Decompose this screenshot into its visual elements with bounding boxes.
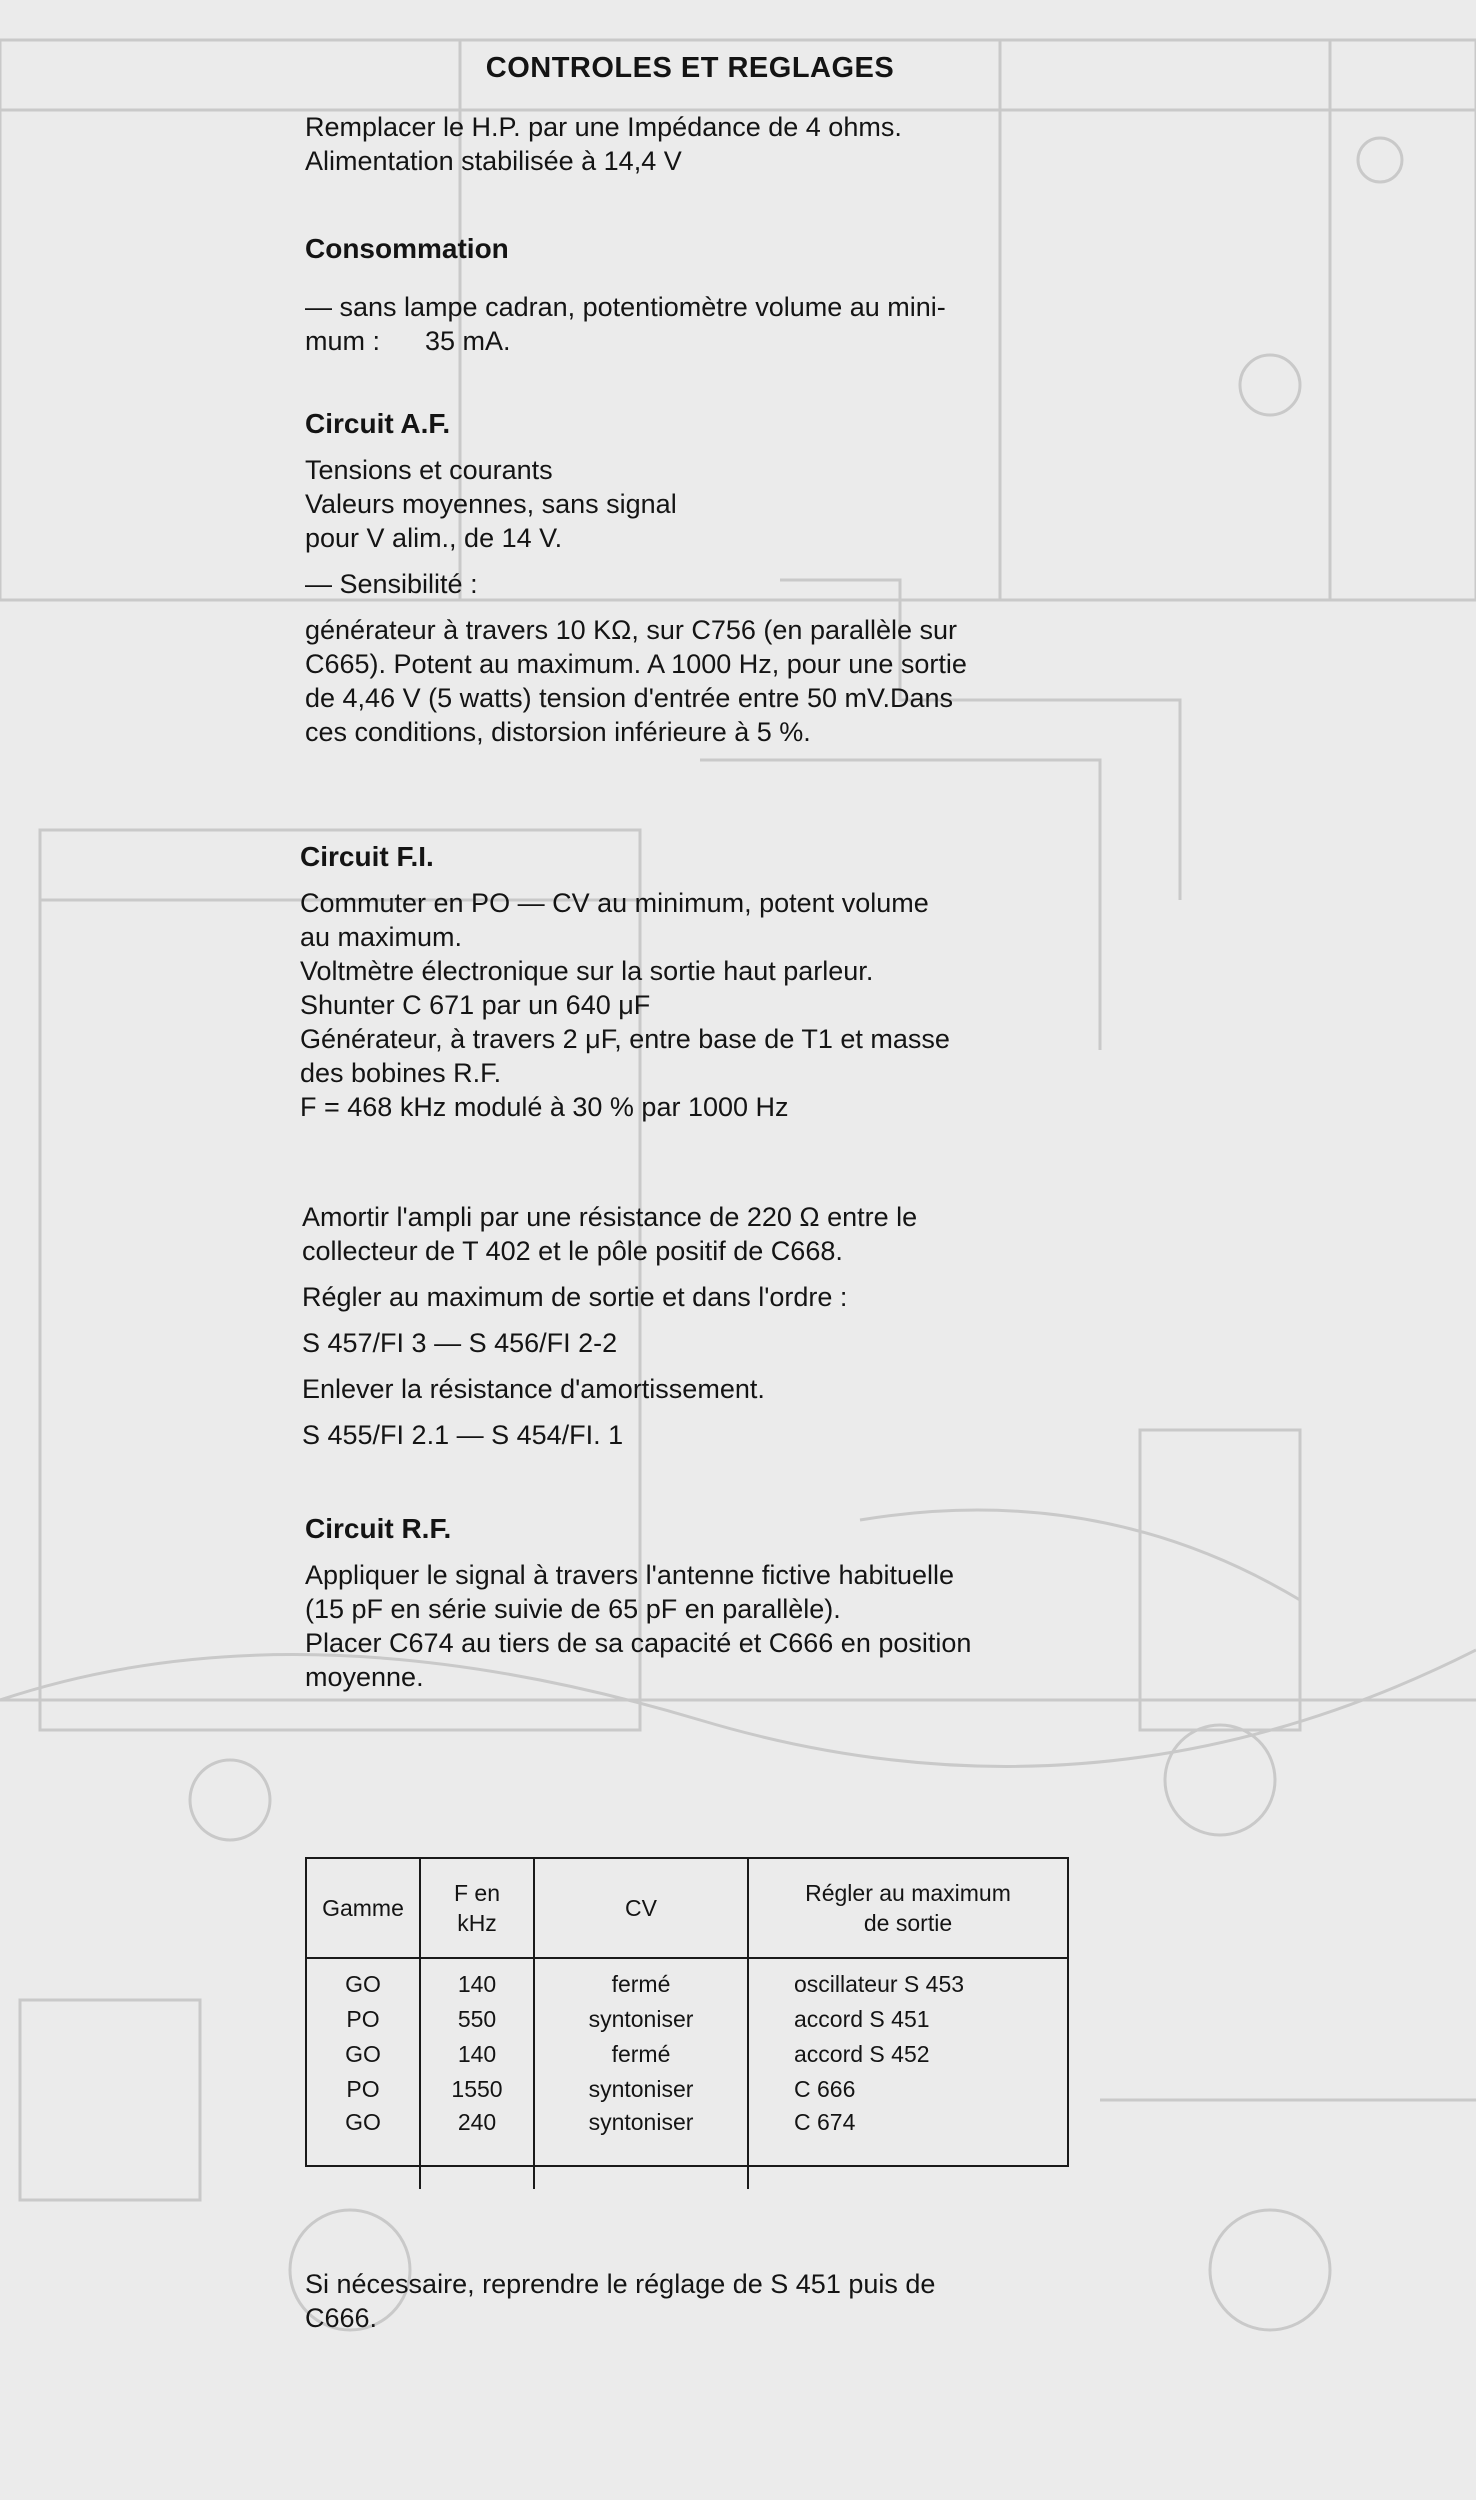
circuit-rf-heading: Circuit R.F. [305,1513,452,1544]
circuit-rf-section [305,1512,1085,1694]
cell-gamme: GO [307,2107,420,2189]
amortir-line-5: Enlever la résistance d'amortissement. [302,1374,765,1404]
header-freq-line-1: F en [453,1880,501,1906]
page-title: CONTROLES ET REGLAGES [485,52,895,84]
page-content [300,52,1080,2333]
cell-freq: 1550 [420,2072,534,2107]
sensibilite-label: — Sensibilité : [305,569,478,599]
amortir-line-4: S 457/FI 3 — S 456/FI 2-2 [302,1328,618,1358]
amortir-line-2: collecteur de T 402 et le pôle positif de C668. [302,1236,843,1266]
header-cv-label: CV [625,1895,657,1921]
circuit-fi-line-7: F = 468 kHz modulé à 30 % par 1000 Hz [300,1092,789,1122]
amortir-section [302,1200,1082,1452]
circuit-af-line-2: Valeurs moyennes, sans signal [305,489,677,519]
cell-regler: accord S 451 [794,2006,930,2032]
intro-line-1: Remplacer le H.P. par une Impédance de 4 ohms. [305,112,902,142]
footer-note-line-1: Si nécessaire, reprendre le réglage de S 451 puis de [305,2269,936,2299]
circuit-af-line-1: Tensions et courants [305,455,553,485]
amortir-line-6: S 455/FI 2.1 — S 454/FI. 1 [302,1420,624,1450]
cell-freq: 140 [420,2037,534,2072]
cell-freq: 240 [420,2107,534,2189]
header-freq [420,1859,534,1958]
header-gamme [307,1859,420,1958]
alignment-table-grid [307,1859,1067,2189]
circuit-fi-line-4: Shunter C 671 par un 640 μF [300,990,651,1020]
circuit-fi-line-5: Générateur, à travers 2 μF, entre base de T1 et masse [300,1024,950,1054]
cell-cv: fermé [534,2037,748,2072]
consommation-heading: Consommation [305,233,509,264]
circuit-af-section [305,407,1085,749]
cell-gamme: GO [307,1958,420,2002]
circuit-rf-line-4: moyenne. [305,1662,424,1692]
cell-regler: C 674 [794,2109,856,2135]
circuit-fi-line-3: Voltmètre électronique sur la sortie haut parleur. [300,956,874,986]
table-header-row [307,1859,1067,1958]
circuit-af-heading: Circuit A.F. [305,408,451,439]
circuit-fi-heading: Circuit F.I. [300,841,434,872]
circuit-af-line-3: pour V alim., de 14 V. [305,523,563,553]
cell-regler: oscillateur S 453 [794,1971,965,1997]
footer-note [305,2267,1085,2335]
circuit-rf-line-1: Appliquer le signal à travers l'antenne fictive habituelle [305,1560,955,1590]
table-row [307,2107,1067,2189]
cell-cv: syntoniser [534,2107,748,2189]
table-row [307,2002,1067,2037]
amortir-line-3: Régler au maximum de sortie et dans l'ordre : [302,1282,848,1312]
circuit-fi-section [300,840,1080,1124]
circuit-fi-line-2: au maximum. [300,922,463,952]
cell-cv: syntoniser [534,2002,748,2037]
table-row [307,1958,1067,2002]
alignment-table [305,1857,1069,2167]
cell-gamme: GO [307,2037,420,2072]
cell-regler: C 666 [794,2076,856,2102]
sensibilite-text-2: C665). Potent au maximum. A 1000 Hz, pour une sortie [305,649,967,679]
cell-freq: 140 [420,1958,534,2002]
amortir-line-1: Amortir l'ampli par une résistance de 220 Ω entre le [302,1202,918,1232]
header-freq-line-2: kHz [457,1910,497,1936]
sensibilite-text-3: de 4,46 V (5 watts) tension d'entrée entre 50 mV.Dans [305,683,954,713]
circuit-rf-line-2: (15 pF en série suivie de 65 pF en parallèle). [305,1594,841,1624]
intro-line-2: Alimentation stabilisée à 14,4 V [305,146,682,176]
intro-section [305,110,1085,178]
cell-freq: 550 [420,2002,534,2037]
header-regler-line-1: Régler au maximum [805,1880,1011,1906]
cell-cv: fermé [534,1958,748,2002]
circuit-fi-line-1: Commuter en PO — CV au minimum, potent volume [300,888,929,918]
consommation-line-1: — sans lampe cadran, potentiomètre volume au mini- [305,292,946,322]
consommation-section [305,232,1085,358]
cell-gamme: PO [307,2002,420,2037]
header-regler-line-2: de sortie [863,1910,953,1936]
header-regler [748,1859,1067,1958]
table-row [307,2072,1067,2107]
sensibilite-text-1: générateur à travers 10 KΩ, sur C756 (en parallèle sur [305,615,958,645]
sensibilite-text-4: ces conditions, distorsion inférieure à 5 %. [305,717,811,747]
cell-regler: accord S 452 [794,2041,930,2067]
circuit-fi-line-6: des bobines R.F. [300,1058,502,1088]
consommation-line-2: mum : 35 mA. [305,326,511,356]
cell-cv: syntoniser [534,2072,748,2107]
circuit-rf-line-3: Placer C674 au tiers de sa capacité et C666 en position [305,1628,972,1658]
footer-note-line-2: C666. [305,2303,378,2333]
cell-gamme: PO [307,2072,420,2107]
header-gamme-label: Gamme [322,1895,404,1921]
table-row [307,2037,1067,2072]
header-cv [534,1859,748,1958]
